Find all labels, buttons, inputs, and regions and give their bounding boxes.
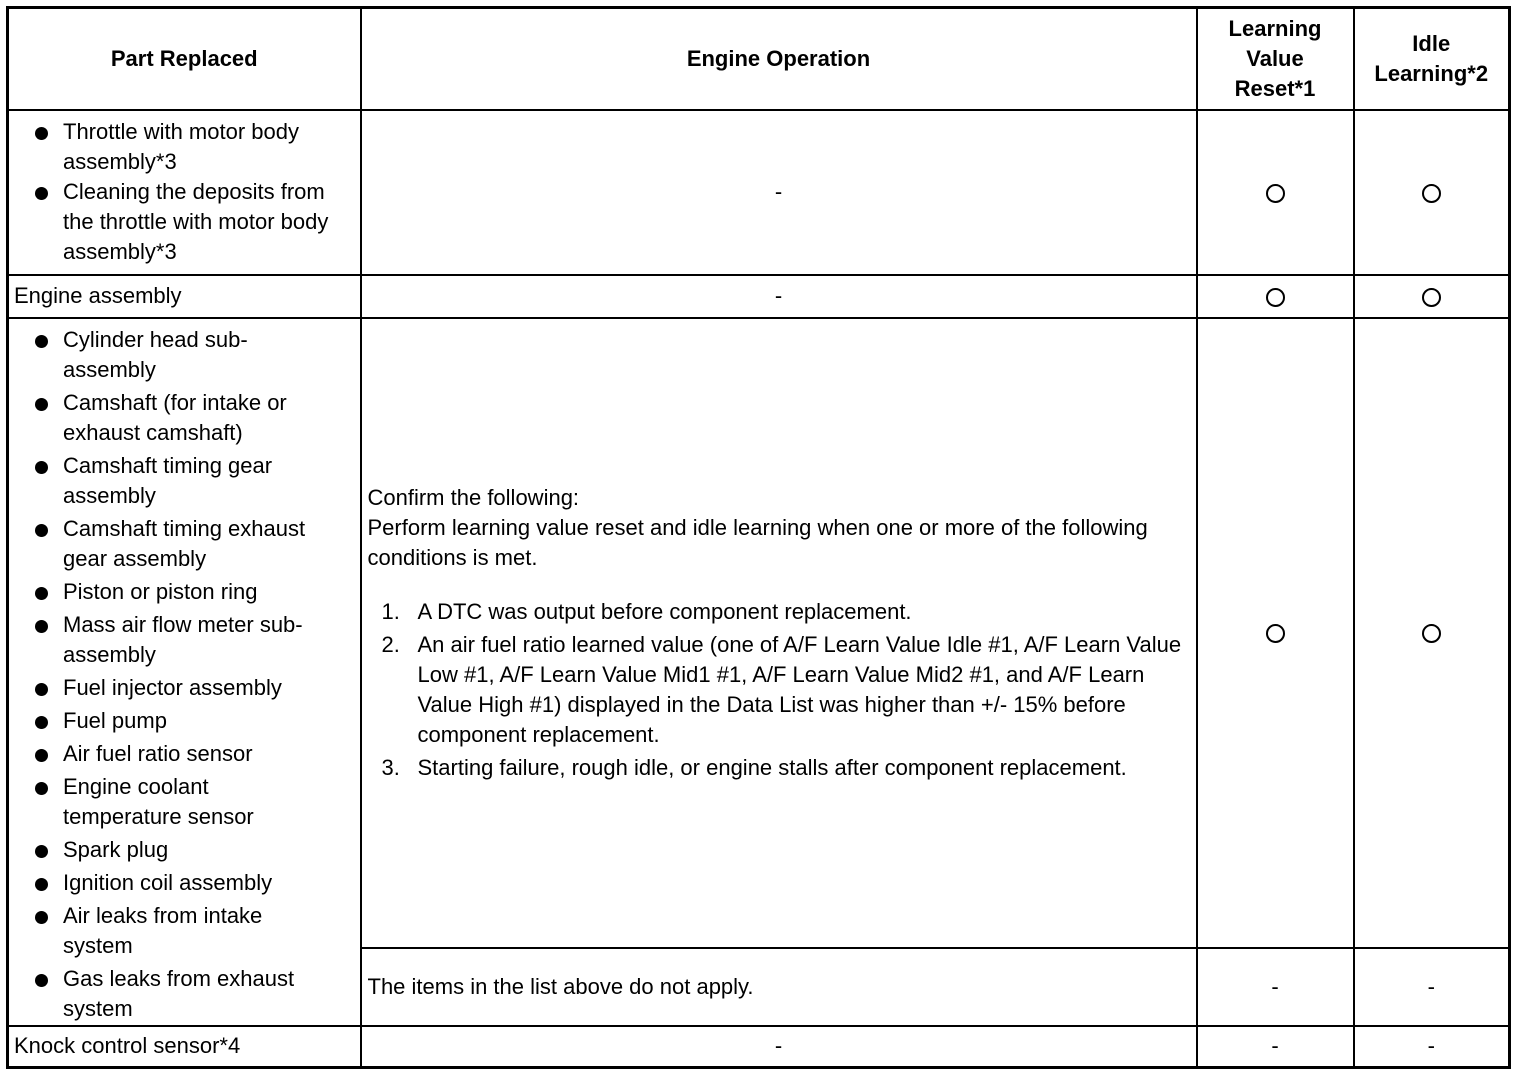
learning-reset-cell-else: - [1197,948,1354,1026]
condition-list [368,597,1190,783]
circle-mark-icon [1266,184,1285,203]
list-item: Camshaft timing gear assembly [31,451,352,511]
list-item: Cleaning the deposits from the throttle with motor body assembly*3 [31,177,360,267]
list-item: Engine coolant temperature sensor [31,772,352,832]
circle-mark-icon [1422,624,1441,643]
list-item: Air fuel ratio sensor [31,739,352,769]
table-row-throttle [8,110,1510,275]
replacement-procedure-table [6,6,1511,1069]
operation-cell-else: The items in the list above do not apply. [361,948,1197,1026]
list-item: Fuel pump [31,706,352,736]
circle-mark-icon [1266,624,1285,643]
part-cell-throttle [8,110,361,275]
operation-cell-conditions [361,318,1197,948]
list-item: Mass air flow meter sub-assembly [31,610,352,670]
list-item: Gas leaks from exhaust system [31,964,352,1024]
header-engine-operation: Engine Operation [361,8,1197,110]
circle-mark-icon [1422,184,1441,203]
condition-number: 1. [381,598,400,624]
list-item: Ignition coil assembly [31,868,352,898]
learning-reset-cell-throttle [1197,110,1354,275]
circle-mark-icon [1422,288,1441,307]
list-item [378,630,1190,750]
operation-cell-engine-assembly: - [361,275,1197,318]
operation-cell-knock-sensor: - [361,1026,1197,1068]
operation-intro-line-2: Perform learning value reset and idle learning when one or more of the following conditions is met. [367,514,1148,570]
idle-learning-cell-throttle [1354,110,1510,275]
part-cell-knock-sensor: Knock control sensor*4 [8,1026,361,1068]
condition-number: 3. [381,754,400,780]
list-item: Camshaft (for intake or exhaust camshaft) [31,388,352,448]
idle-learning-cell-else: - [1354,948,1510,1026]
condition-text: A DTC was output before component replacement. [417,598,912,624]
header-learning-value-reset: Learning Value Reset*1 [1197,8,1354,110]
learning-reset-cell-conditions [1197,318,1354,948]
table-row-engine-assembly [8,275,1510,318]
list-item: Fuel injector assembly [31,673,352,703]
header-part-replaced: Part Replaced [8,8,361,110]
list-item [378,753,1190,783]
list-item [378,597,1190,627]
list-item: Spark plug [31,835,352,865]
list-item: Camshaft timing exhaust gear assembly [31,514,352,574]
list-item: Throttle with motor body assembly*3 [31,117,360,177]
part-cell-engine-assembly: Engine assembly [8,275,361,318]
idle-learning-cell-engine-assembly [1354,275,1510,318]
learning-reset-cell-knock-sensor: - [1197,1026,1354,1068]
list-item: Air leaks from intake system [31,901,352,961]
table-row-components-conditional [8,318,1510,948]
header-row [8,8,1510,110]
circle-mark-icon [1266,288,1285,307]
condition-text: An air fuel ratio learned value (one of A/F Learn Value Idle #1, A/F Learn Value Low #1, A/F Learn Value Mid1 #1, A/F Learn Value Mid2 #1, and A/F Learn Value High #1) displayed in the Data List was higher than +/- 15% before component replacement. [417,631,1182,747]
learning-reset-cell-engine-assembly [1197,275,1354,318]
list-item: Cylinder head sub-assembly [31,325,352,385]
operation-cell-throttle: - [361,110,1197,275]
idle-learning-cell-knock-sensor: - [1354,1026,1510,1068]
table-row-knock-sensor [8,1026,1510,1068]
part-list-components [9,325,360,1024]
part-list-throttle [9,117,360,267]
operation-intro-line-1: Confirm the following: [367,484,580,510]
idle-learning-cell-conditions [1354,318,1510,948]
condition-text: Starting failure, rough idle, or engine stalls after component replacement. [417,754,1127,780]
list-item: Piston or piston ring [31,577,352,607]
header-idle-learning: Idle Learning*2 [1354,8,1510,110]
part-cell-components [8,318,361,1026]
condition-number: 2. [381,631,400,657]
